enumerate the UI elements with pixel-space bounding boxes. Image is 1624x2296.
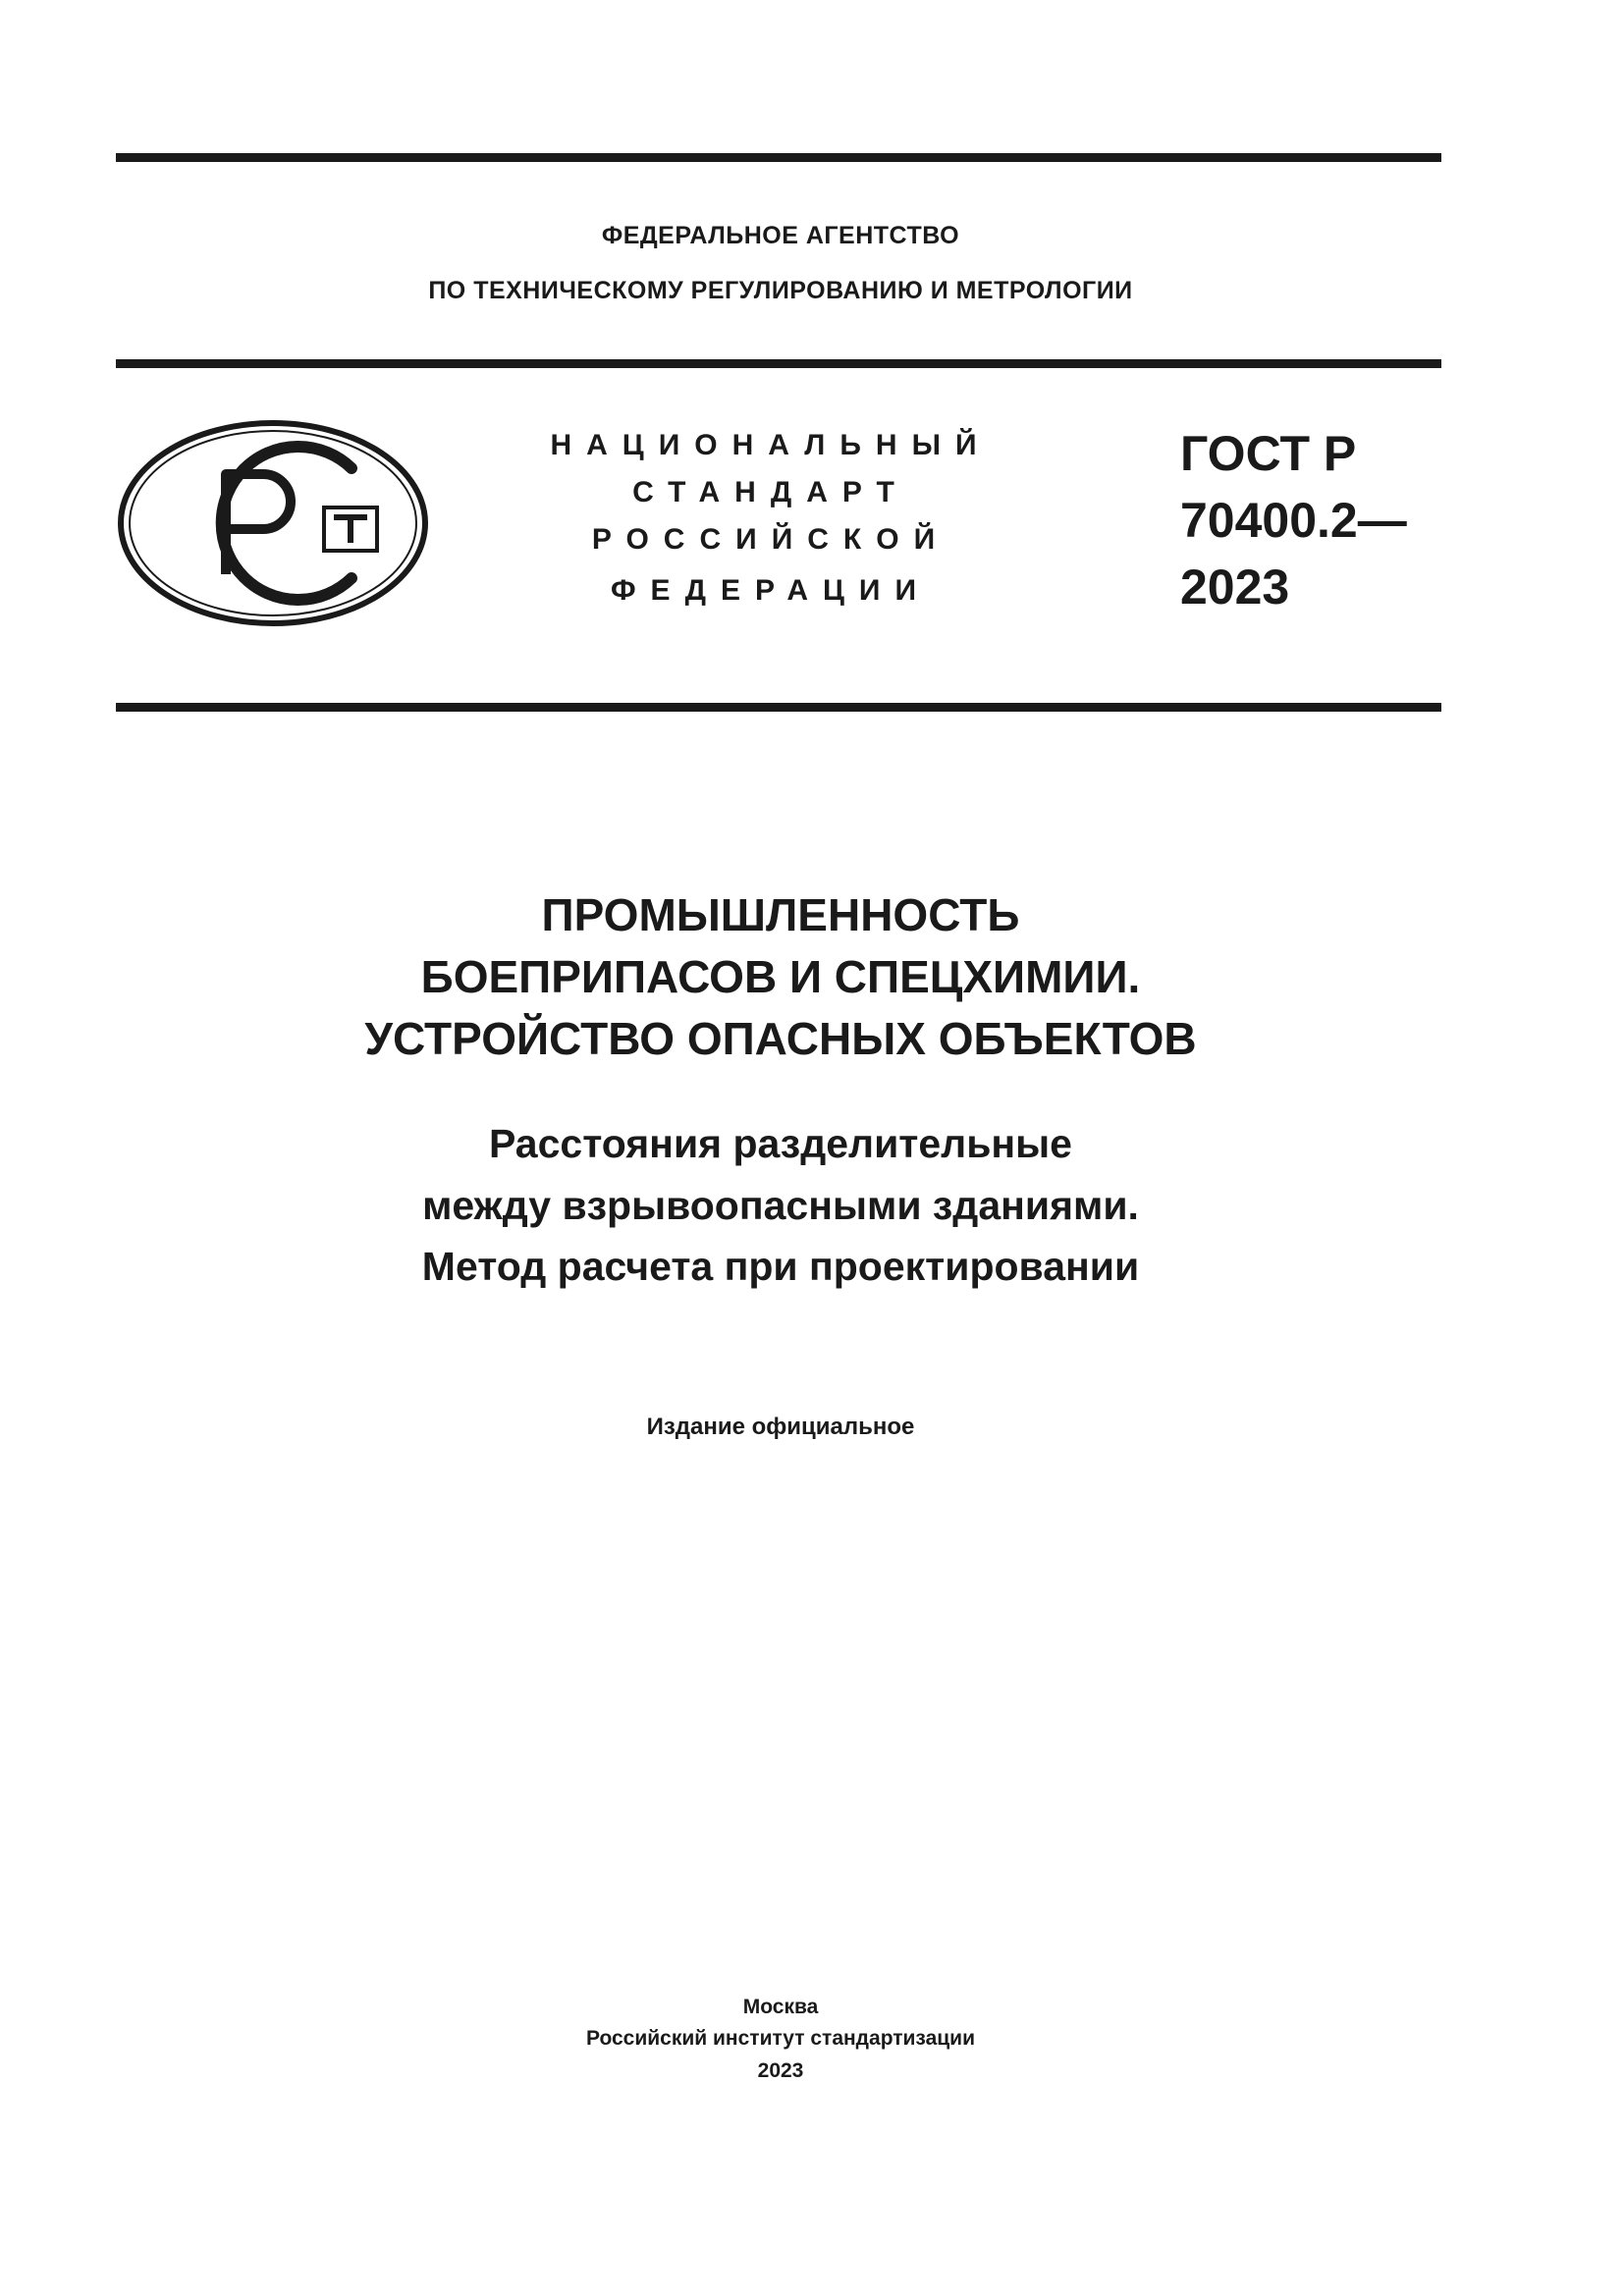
top-rule: [116, 153, 1441, 162]
edition-label: Издание официальное: [646, 1414, 915, 1440]
national-standard-line-1: НАЦИОНАЛЬНЫЙ: [550, 429, 992, 461]
standard-designation-line-2: 70400.2—: [1180, 493, 1407, 548]
document-title-line-3: УСТРОЙСТВО ОПАСНЫХ ОБЪЕКТОВ: [364, 1013, 1197, 1064]
standard-designation-line-1: ГОСТ Р: [1180, 426, 1357, 481]
document-title-line-2: БОЕПРИПАСОВ И СПЕЦХИМИИ.: [420, 951, 1141, 1002]
document-title-line-1: ПРОМЫШЛЕННОСТЬ: [541, 889, 1020, 940]
agency-line-2: ПО ТЕХНИЧЕСКОМУ РЕГУЛИРОВАНИЮ И МЕТРОЛОГИИ: [428, 277, 1133, 304]
document-subtitle-line-3: Метод расчета при проектировании: [421, 1244, 1140, 1289]
section-rule: [116, 703, 1441, 712]
document-subtitle-line-2: между взрывоопасными зданиями.: [422, 1183, 1139, 1228]
standard-designation-line-3: 2023: [1180, 560, 1290, 614]
national-standard-line-2: СТАНДАРТ: [632, 476, 909, 508]
agency-line-1: ФЕДЕРАЛЬНОЕ АГЕНТСТВО: [601, 222, 960, 249]
rst-certification-logo-icon: [116, 417, 430, 629]
national-standard-line-4: ФЕДЕРАЦИИ: [610, 574, 932, 607]
publication-year: 2023: [757, 2059, 804, 2082]
publication-city: Москва: [742, 1996, 819, 2018]
publisher-name: Российский институт стандартизации: [585, 2027, 976, 2050]
header-rule: [116, 359, 1441, 368]
national-standard-line-3: РОССИЙСКОЙ: [591, 523, 950, 556]
document-subtitle-line-1: Расстояния разделительные: [489, 1121, 1072, 1166]
